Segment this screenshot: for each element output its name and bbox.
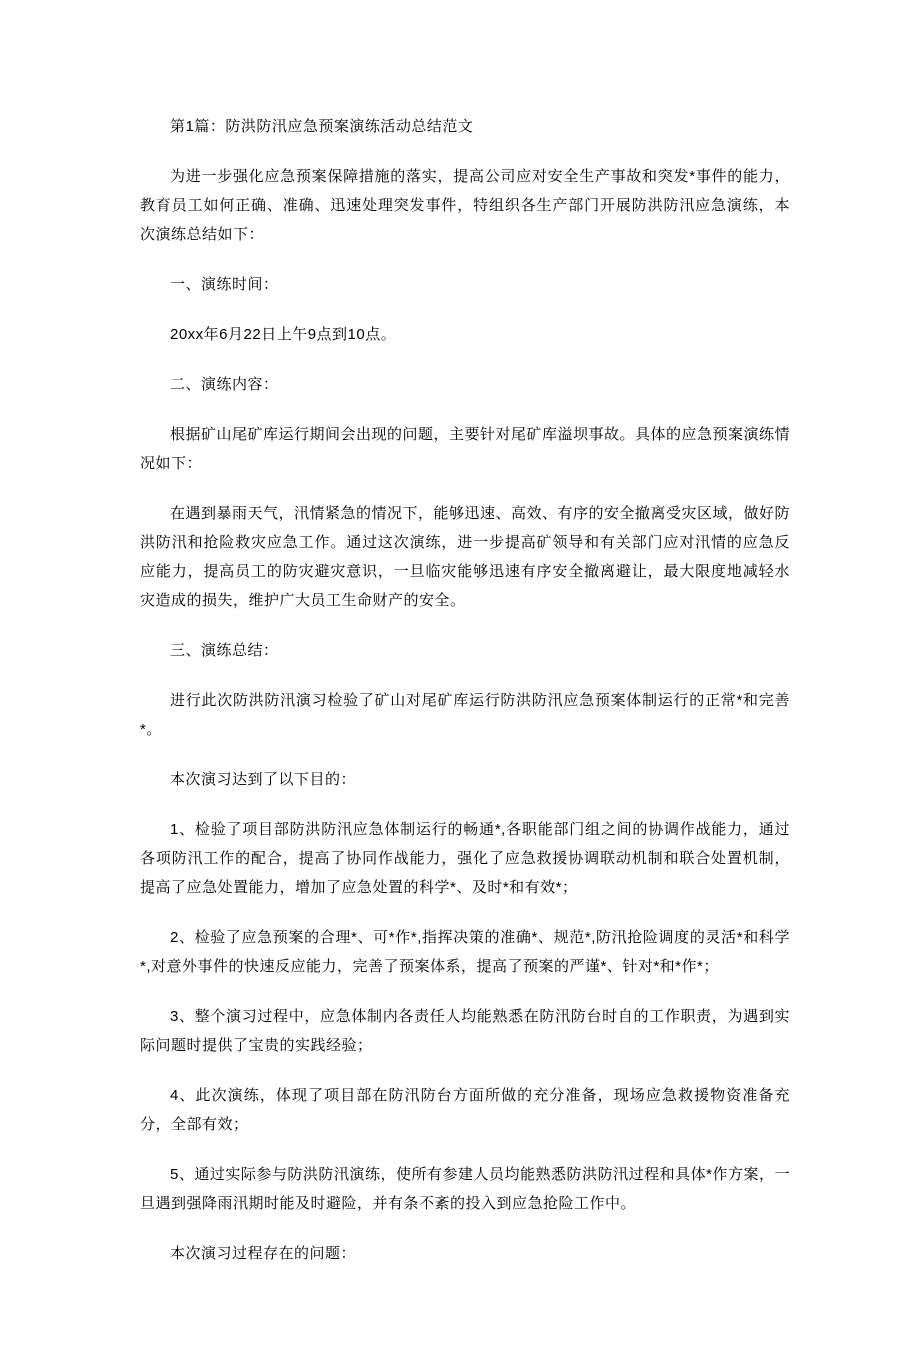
- objective-5-paragraph: 5、通过实际参与防洪防汛演练，使所有参建人员均能熟悉防洪防汛过程和具体*作方案，一旦遇到强降雨汛期时能及时避险，并有条不紊的投入到应急抢险工作中。: [140, 1166, 790, 1212]
- intro-paragraph: 为进一步强化应急预案保障措施的落实，提高公司应对安全生产事故和突发*事件的能力，教育员工如何正确、准确、迅速处理突发事件，特组织各生产部门开展防洪防汛应急演练，本次演练总结如下：: [140, 168, 790, 243]
- objectives-lead-paragraph: 本次演习达到了以下目的：: [170, 771, 357, 788]
- objective-4-paragraph: 4、此次演练，体现了项目部在防汛防台方面所做的充分准备，现场应急救援物资准备充分，全部有效；: [140, 1087, 790, 1133]
- objective-1-paragraph: 1、检验了项目部防洪防汛应急体制运行的畅通*,各职能部门组之间的协调作战能力，通过各项防汛工作的配合，提高了协同作战能力，强化了应急救援协调联动机制和联合处置机制，提高了应急处置能力，增加了应急处置的科学*、及时*和有效*；: [140, 821, 790, 896]
- document-title: 第1篇：防洪防汛应急预案演练活动总结范文: [170, 118, 474, 135]
- objective-2-paragraph: 2、检验了应急预案的合理*、可*作*,指挥决策的准确*、规范*,防汛抢险调度的灵活*和科学*,对意外事件的快速反应能力，完善了预案体系，提高了预案的严谨*、针对*和*作*；: [140, 929, 790, 975]
- problems-lead-paragraph: 本次演习过程存在的问题：: [170, 1245, 357, 1262]
- drill-time-paragraph: 20xx年6月22日上午9点到10点。: [170, 326, 397, 343]
- objective-3-paragraph: 3、整个演习过程中，应急体制内各责任人均能熟悉在防汛防台时自的工作职责，为遇到实际问题时提供了宝贵的实践经验；: [140, 1008, 790, 1054]
- drill-content-paragraph: 根据矿山尾矿库运行期间会出现的问题，主要针对尾矿库溢坝事故。具体的应急预案演练情况如下：: [140, 426, 791, 472]
- summary-paragraph: 进行此次防洪防汛演习检验了矿山对尾矿库运行防洪防汛应急预案体制运行的正常*和完善*。: [140, 692, 790, 738]
- drill-scenario-paragraph: 在遇到暴雨天气，汛情紧急的情况下，能够迅速、高效、有序的安全撤离受灾区域，做好防洪防汛和抢险救灾应急工作。通过这次演练，进一步提高矿领导和有关部门应对汛情的应急反应能力，提高员工的防灾避灾意识，一旦临灾能够迅速有序安全撤离避让，最大限度地减轻水灾造成的损失，维护广大员工生命财产的安全。: [140, 505, 791, 609]
- section-3-heading: 三、演练总结：: [170, 642, 279, 659]
- section-2-heading: 二、演练内容：: [170, 376, 279, 393]
- section-1-heading: 一、演练时间：: [170, 276, 279, 293]
